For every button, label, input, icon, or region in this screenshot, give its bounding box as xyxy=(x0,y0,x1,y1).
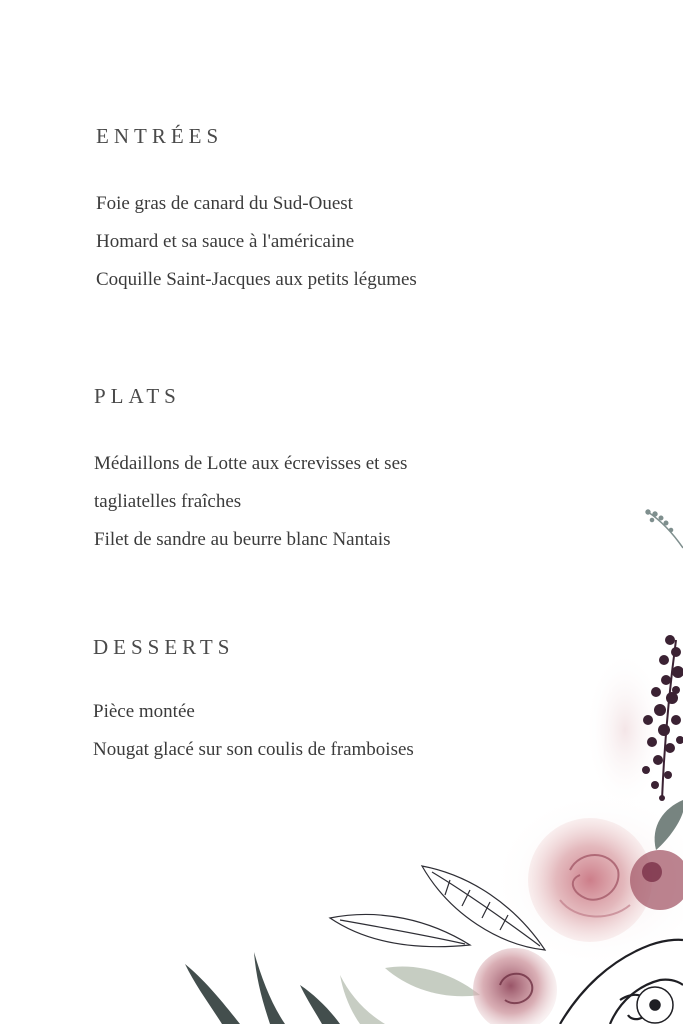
menu-item: Nougat glacé sur son coulis de framboises xyxy=(93,739,414,760)
section-desserts xyxy=(93,635,653,769)
ink-stem-icon xyxy=(560,940,683,1024)
menu-item: Pièce montée xyxy=(93,701,195,722)
leaf-icon xyxy=(655,800,683,850)
menu-item: Filet de sandre au beurre blanc Nantais xyxy=(94,529,391,550)
items-entrees xyxy=(96,185,656,299)
section-plats xyxy=(94,384,654,559)
menu-item: Foie gras de canard du Sud-Ouest xyxy=(96,193,353,214)
ink-leaf-icon xyxy=(330,866,545,950)
section-title-entrees: ENTRÉES xyxy=(96,124,224,148)
dark-leaf-icon xyxy=(185,952,340,1024)
sage-leaf-icon xyxy=(340,967,480,1024)
section-entrees xyxy=(96,124,656,299)
rose-icon xyxy=(630,850,683,910)
rose-icon xyxy=(528,818,652,942)
anemone-icon xyxy=(637,987,673,1023)
rose-icon xyxy=(473,948,557,1024)
menu-item: tagliatelles fraîches xyxy=(94,491,242,512)
menu-item: Homard et sa sauce à l'américaine xyxy=(96,231,355,252)
items-plats xyxy=(94,445,654,559)
section-title-plats: PLATS xyxy=(94,384,181,408)
section-title-desserts: DESSERTS xyxy=(93,635,235,659)
watercolor-wash xyxy=(490,790,683,970)
items-desserts xyxy=(93,693,653,769)
menu-item: Coquille Saint-Jacques aux petits légumes xyxy=(96,269,417,290)
menu-item: Médaillons de Lotte aux écrevisses et ses xyxy=(94,453,408,474)
